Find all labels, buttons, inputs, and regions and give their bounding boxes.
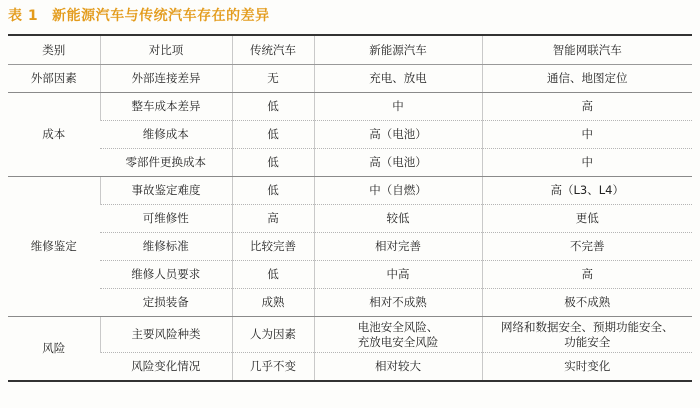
- table-row: [8, 233, 692, 261]
- traditional-cell: 比较完善: [232, 233, 314, 261]
- item-cell: 维修标准: [100, 233, 232, 261]
- table-title: 新能源汽车与传统汽车存在的差异: [52, 8, 270, 24]
- comparison-table: [8, 34, 692, 382]
- icv-cell: 实时变化: [482, 353, 692, 382]
- item-cell: 整车成本差异: [100, 93, 232, 121]
- icv-cell: 高（L3、L4）: [482, 177, 692, 205]
- traditional-cell: 低: [232, 93, 314, 121]
- traditional-cell: 低: [232, 149, 314, 177]
- table-row: [8, 93, 692, 121]
- table-row: [8, 149, 692, 177]
- nev-cell: 相对不成熟: [314, 289, 482, 317]
- header-item: 对比项: [100, 35, 232, 65]
- nev-cell: 中（自燃）: [314, 177, 482, 205]
- nev-cell: 较低: [314, 205, 482, 233]
- header-traditional: 传统汽车: [232, 35, 314, 65]
- category-cell: 维修鉴定: [8, 177, 100, 317]
- item-cell: 主要风险种类: [100, 317, 232, 353]
- item-cell: 维修成本: [100, 121, 232, 149]
- table-row: [8, 121, 692, 149]
- traditional-cell: 人为因素: [232, 317, 314, 353]
- nev-cell: 充电、放电: [314, 65, 482, 93]
- table-header: [8, 35, 692, 65]
- category-cell: 风险: [8, 317, 100, 382]
- table-row: [8, 261, 692, 289]
- icv-cell: 高: [482, 93, 692, 121]
- traditional-cell: 几乎不变: [232, 353, 314, 382]
- item-cell: 零部件更换成本: [100, 149, 232, 177]
- table-caption: [8, 4, 270, 28]
- table-row: [8, 353, 692, 382]
- header-nev: 新能源汽车: [314, 35, 482, 65]
- item-cell: 维修人员要求: [100, 261, 232, 289]
- nev-cell: 电池安全风险、 充放电安全风险: [314, 317, 482, 353]
- item-cell: 定损装备: [100, 289, 232, 317]
- table-row: [8, 205, 692, 233]
- icv-cell: 更低: [482, 205, 692, 233]
- icv-cell: 高: [482, 261, 692, 289]
- nev-cell: 中: [314, 93, 482, 121]
- item-cell: 风险变化情况: [100, 353, 232, 382]
- table-row: [8, 65, 692, 93]
- nev-cell: 中高: [314, 261, 482, 289]
- header-row: [8, 35, 692, 65]
- table-row: [8, 317, 692, 353]
- item-cell: 可维修性: [100, 205, 232, 233]
- icv-cell: 不完善: [482, 233, 692, 261]
- nev-cell: 相对完善: [314, 233, 482, 261]
- traditional-cell: 成熟: [232, 289, 314, 317]
- traditional-cell: 低: [232, 177, 314, 205]
- item-cell: 事故鉴定难度: [100, 177, 232, 205]
- traditional-cell: 无: [232, 65, 314, 93]
- icv-cell: 网络和数据安全、预期功能安全、 功能安全: [482, 317, 692, 353]
- icv-cell: 中: [482, 149, 692, 177]
- table-row: [8, 177, 692, 205]
- nev-cell: 相对较大: [314, 353, 482, 382]
- traditional-cell: 低: [232, 261, 314, 289]
- category-cell: 成本: [8, 93, 100, 177]
- icv-cell: 通信、地图定位: [482, 65, 692, 93]
- traditional-cell: 高: [232, 205, 314, 233]
- header-icv: 智能网联汽车: [482, 35, 692, 65]
- table-body: [8, 65, 692, 382]
- traditional-cell: 低: [232, 121, 314, 149]
- table-row: [8, 289, 692, 317]
- icv-cell: 极不成熟: [482, 289, 692, 317]
- category-cell: 外部因素: [8, 65, 100, 93]
- item-cell: 外部连接差异: [100, 65, 232, 93]
- icv-cell: 中: [482, 121, 692, 149]
- nev-cell: 高（电池）: [314, 121, 482, 149]
- header-category: 类别: [8, 35, 100, 65]
- table-number: 表 1: [8, 8, 39, 24]
- nev-cell: 高（电池）: [314, 149, 482, 177]
